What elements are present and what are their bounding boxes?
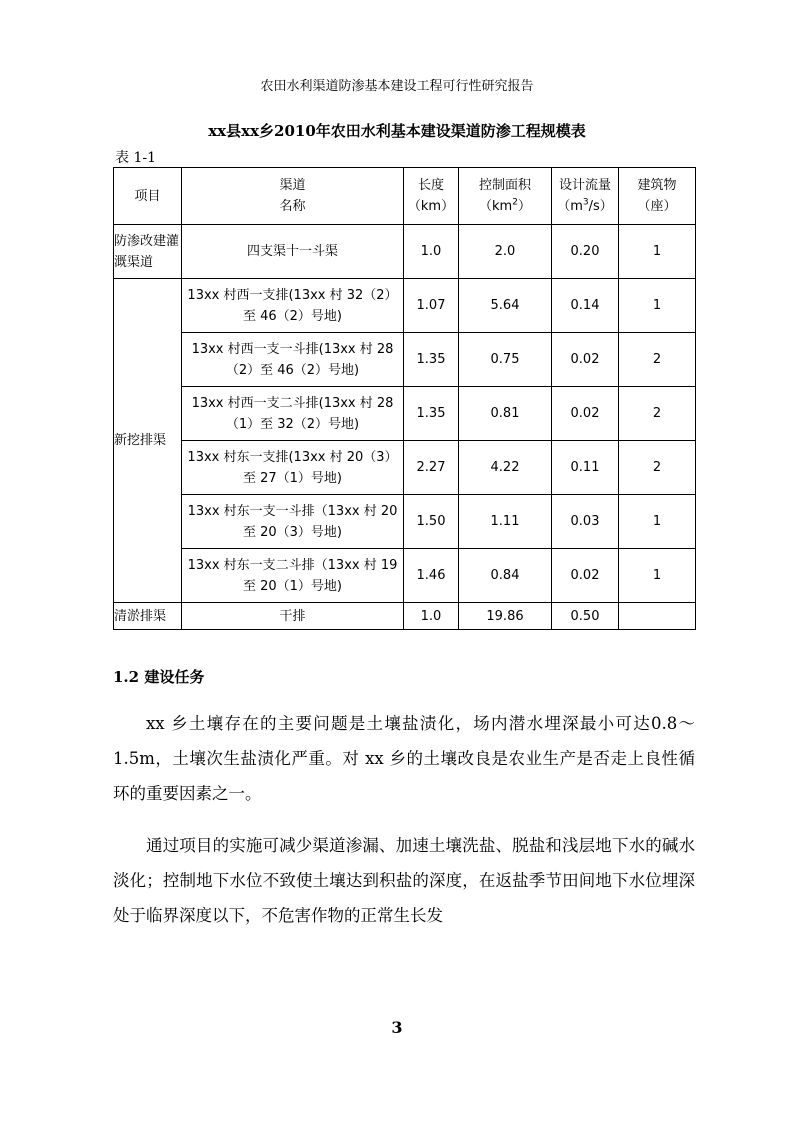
cell-length: 1.50 <box>404 495 459 549</box>
scale-table <box>113 167 696 630</box>
header-buildings: 建筑物 （座） <box>619 168 696 225</box>
cell-area: 1.11 <box>459 495 552 549</box>
cell-buildings: 2 <box>619 441 696 495</box>
cell-flow: 0.20 <box>552 225 619 279</box>
running-header: 农田水利渠道防渗基本建设工程可行性研究报告 <box>260 79 534 94</box>
cell-length: 1.35 <box>404 333 459 387</box>
cell-flow: 0.02 <box>552 549 619 603</box>
header-channel: 渠道 名称 <box>182 168 404 225</box>
cell-area: 4.22 <box>459 441 552 495</box>
table-row <box>114 549 696 603</box>
paragraph-1: xx 乡土壤存在的主要问题是土壤盐渍化，场内潜水埋深最小可达0.8～1.5m，土壤次生盐渍化严重。对 xx 乡的土壤改良是农业生产是否走上良性循环的重要因素之一。 <box>113 714 695 803</box>
cell-buildings: 2 <box>619 387 696 441</box>
cell-length: 1.07 <box>404 279 459 333</box>
table-title: xx县xx乡2010年农田水利基本建设渠道防渗工程规模表 <box>208 122 586 140</box>
cell-buildings: 2 <box>619 333 696 387</box>
category-dredge-drain: 清淤排渠 <box>114 603 182 630</box>
cell-name: 干排 <box>182 603 404 630</box>
category-seepage: 防渗改建灌溉渠道 <box>114 225 182 279</box>
cell-flow: 0.03 <box>552 495 619 549</box>
cell-buildings: 1 <box>619 225 696 279</box>
table-row <box>114 279 696 333</box>
cell-area: 2.0 <box>459 225 552 279</box>
cell-flow: 0.11 <box>552 441 619 495</box>
cell-buildings: 1 <box>619 549 696 603</box>
cell-name: 13xx 村东一支二斗排（13xx 村 19 至 20（1）号地) <box>182 549 404 603</box>
cell-buildings: 1 <box>619 279 696 333</box>
table-label: 表 1-1 <box>115 150 156 166</box>
header-length: 长度 （km） <box>404 168 459 225</box>
cell-name: 13xx 村东一支一斗排（13xx 村 20 至 20（3）号地) <box>182 495 404 549</box>
cell-name: 13xx 村西一支二斗排(13xx 村 28（1）至 32（2）号地) <box>182 387 404 441</box>
cell-length: 2.27 <box>404 441 459 495</box>
cell-flow: 0.50 <box>552 603 619 630</box>
cell-flow: 0.02 <box>552 333 619 387</box>
paragraph-2: 通过项目的实施可减少渠道渗漏、加速土壤洗盐、脱盐和浅层地下水的碱水淡化；控制地下水位不致使土壤达到积盐的深度，在返盐季节田间地下水位埋深处于临界深度以下，不危害作物的正常生长发 <box>113 836 695 925</box>
cell-name: 13xx 村西一支排(13xx 村 32（2）至 46（2）号地) <box>182 279 404 333</box>
cell-buildings: 1 <box>619 495 696 549</box>
page-number: 3 <box>391 1018 403 1037</box>
cell-buildings <box>619 603 696 630</box>
cell-length: 1.0 <box>404 225 459 279</box>
table-header-row <box>114 168 696 225</box>
category-new-drain: 新挖排渠 <box>114 279 182 603</box>
cell-name: 四支渠十一斗渠 <box>182 225 404 279</box>
cell-area: 19.86 <box>459 603 552 630</box>
cell-area: 0.81 <box>459 387 552 441</box>
cell-area: 0.75 <box>459 333 552 387</box>
cell-flow: 0.02 <box>552 387 619 441</box>
cell-name: 13xx 村西一支一斗排(13xx 村 28（2）至 46（2）号地) <box>182 333 404 387</box>
cell-length: 1.35 <box>404 387 459 441</box>
table-row <box>114 603 696 630</box>
cell-name: 13xx 村东一支排(13xx 村 20（3）至 27（1）号地) <box>182 441 404 495</box>
table-row <box>114 333 696 387</box>
header-flow: 设计流量 $(m^3/s)$ <box>552 168 619 225</box>
cell-length: 1.0 <box>404 603 459 630</box>
cell-length: 1.46 <box>404 549 459 603</box>
section-heading: 1.2 建设任务 <box>113 668 205 686</box>
table-row <box>114 225 696 279</box>
table-row <box>114 387 696 441</box>
cell-area: 5.64 <box>459 279 552 333</box>
cell-flow: 0.14 <box>552 279 619 333</box>
header-area: 控制面积 $(km^2)$ <box>459 168 552 225</box>
table-row <box>114 495 696 549</box>
table-row <box>114 441 696 495</box>
cell-area: 0.84 <box>459 549 552 603</box>
header-item: 项目 <box>114 168 182 225</box>
